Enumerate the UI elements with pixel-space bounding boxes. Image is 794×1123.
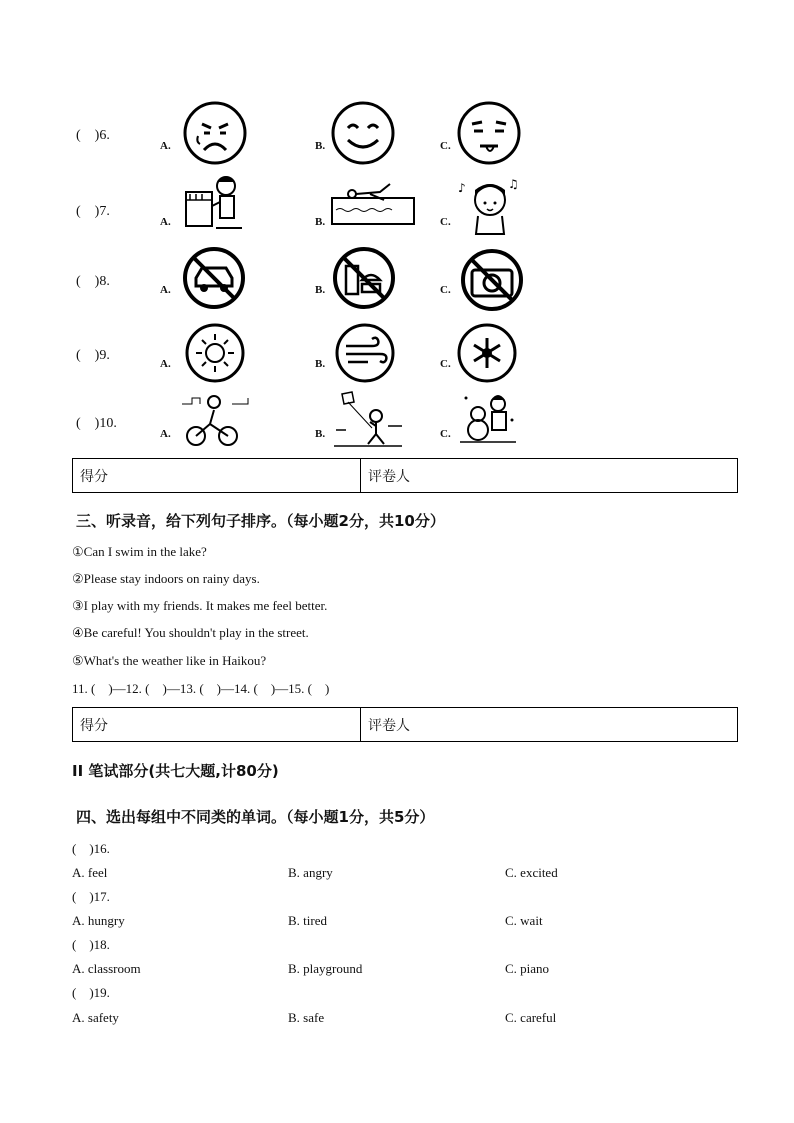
option-c[interactable]: C. excited	[505, 865, 558, 880]
tired-face-icon[interactable]	[456, 100, 522, 166]
svg-text:♪: ♪	[458, 181, 466, 195]
picture-question-8	[76, 246, 536, 316]
question-number[interactable]: ( )8.	[76, 274, 110, 289]
option-a[interactable]: A. classroom	[72, 961, 141, 976]
option-b-label: B.	[315, 284, 326, 296]
sentence-2: ②Please stay indoors on rainy days.	[72, 571, 260, 586]
question-number[interactable]: ( )10.	[76, 416, 117, 431]
option-b-label: B.	[315, 216, 326, 228]
option-b[interactable]: B. tired	[288, 913, 327, 928]
crying-face-icon[interactable]	[182, 100, 248, 166]
grader-cell[interactable]: 评卷人	[361, 708, 738, 742]
section-4-title: 四、选出每组中不同类的单词。（每小题1分，共5分）	[76, 808, 435, 826]
singing-boy-picture[interactable]	[456, 176, 520, 236]
picture-question-9	[76, 320, 536, 390]
option-b-label: B.	[315, 358, 326, 370]
kite-boy-picture[interactable]	[332, 390, 404, 448]
grader-cell[interactable]: 评卷人	[361, 459, 738, 493]
sentence-3: ③I play with my friends. It makes me feel better.	[72, 598, 328, 613]
sentence-5: ⑤What's the weather like in Haikou?	[72, 653, 267, 668]
sentence-4: ④Be careful! You shouldn't play in the street.	[72, 625, 309, 640]
no-food-sign-icon[interactable]	[332, 246, 396, 310]
sunny-icon[interactable]	[184, 322, 246, 384]
score-cell[interactable]: 得分	[73, 708, 361, 742]
option-a[interactable]: A. hungry	[72, 913, 125, 928]
score-table	[72, 458, 738, 493]
picture-question-6	[76, 100, 536, 170]
svg-text:♫: ♫	[508, 177, 519, 191]
windy-icon[interactable]	[334, 322, 396, 384]
question-number[interactable]: ( )6.	[76, 128, 110, 143]
option-a-label: A.	[160, 358, 171, 370]
option-b-label: B.	[315, 140, 326, 152]
option-a[interactable]: A. safety	[72, 1010, 119, 1025]
option-c[interactable]: C. careful	[505, 1010, 557, 1025]
option-c[interactable]: C. wait	[505, 913, 543, 928]
option-c-label: C.	[440, 428, 451, 440]
no-camera-sign-icon[interactable]	[460, 248, 524, 312]
cycling-girl-picture[interactable]	[180, 392, 252, 448]
section-3-title: 三、听录音，给下列句子排序。（每小题2分，共10分）	[76, 512, 445, 530]
score-table	[72, 707, 738, 742]
ordering-answer-line[interactable]: 11. ( )—12. ( )—13. ( )—14. ( )—15. ( )	[72, 681, 330, 696]
option-b[interactable]: B. safe	[288, 1010, 325, 1025]
option-c[interactable]: C. piano	[505, 961, 550, 976]
question-number[interactable]: ( )7.	[76, 204, 110, 219]
question-18-number[interactable]: ( )18.	[72, 937, 110, 952]
option-c-label: C.	[440, 216, 451, 228]
option-a-label: A.	[160, 216, 171, 228]
question-16-number[interactable]: ( )16.	[72, 841, 110, 856]
question-19-number[interactable]: ( )19.	[72, 985, 110, 1000]
piano-boy-picture[interactable]	[182, 172, 244, 236]
option-b[interactable]: B. angry	[288, 865, 333, 880]
question-17-number[interactable]: ( )17.	[72, 889, 110, 904]
option-b-label: B.	[315, 428, 326, 440]
question-number[interactable]: ( )9.	[76, 348, 110, 363]
smiling-face-icon[interactable]	[330, 100, 396, 166]
option-c-label: C.	[440, 284, 451, 296]
part-2-title: II 笔试部分(共七大题,计80分)	[72, 762, 279, 780]
picture-question-7	[76, 172, 536, 242]
sentence-1: ①Can I swim in the lake?	[72, 544, 207, 559]
option-b[interactable]: B. playground	[288, 961, 363, 976]
score-cell[interactable]: 得分	[73, 459, 361, 493]
option-a[interactable]: A. feel	[72, 865, 108, 880]
option-a-label: A.	[160, 284, 171, 296]
option-c-label: C.	[440, 140, 451, 152]
option-c-label: C.	[440, 358, 451, 370]
option-a-label: A.	[160, 428, 171, 440]
picture-question-10	[76, 390, 536, 460]
no-car-sign-icon[interactable]	[182, 246, 246, 310]
snowman-picture[interactable]	[458, 390, 518, 448]
option-a-label: A.	[160, 140, 171, 152]
swimming-picture[interactable]	[330, 180, 416, 228]
snowy-icon[interactable]	[456, 322, 518, 384]
